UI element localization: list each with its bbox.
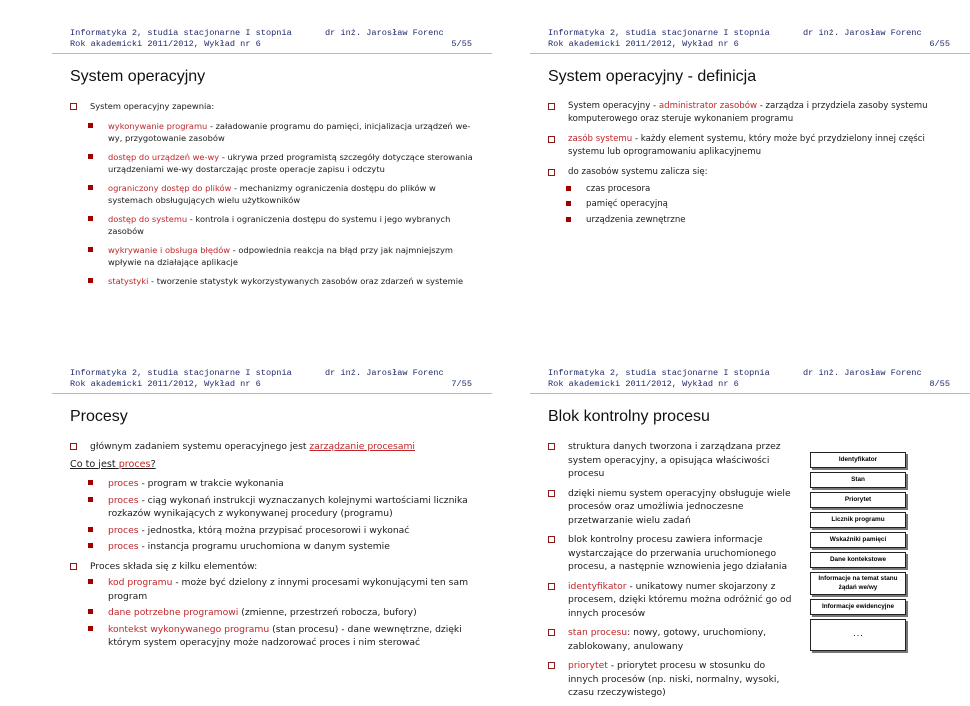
term: zasób systemu [568, 134, 633, 144]
bullet-item [548, 440, 798, 481]
sub-bullet-item [88, 524, 480, 538]
bullet-item [548, 100, 958, 125]
slide-header [70, 368, 472, 390]
course-label: Informatyka 2, studia stacjonarne I stopnia [70, 368, 292, 378]
pcb-field-priority: Priorytet [810, 492, 906, 508]
hollow-square-bullet-icon [548, 490, 555, 497]
bullet-text: - zarządza i przydziela zasoby systemu komputerowego oraz steruje wykonaniem programu [568, 101, 928, 124]
page-number: 6/55 [929, 39, 950, 49]
filled-square-bullet-icon [566, 201, 571, 206]
term-description: - unikatowy numer skojarzony z procesem, dzięki któremu można odróżnić go od innych procesów [568, 580, 792, 619]
bullet-item [548, 166, 958, 179]
sub-bullet-item [88, 494, 480, 521]
year-lecture-label: Rok akademicki 2011/2012, Wykład nr 6 [548, 39, 739, 49]
filled-square-bullet-icon [88, 543, 93, 548]
term: kontekst wykonywanego programu [108, 623, 270, 635]
sub-bullet-item [88, 275, 480, 287]
bullet-item [548, 533, 798, 574]
filled-square-bullet-icon [88, 609, 93, 614]
term-description: (zmienne, przestrzeń robocza, bufory) [238, 607, 417, 618]
process-control-block-diagram [810, 452, 906, 653]
filled-square-bullet-icon [88, 216, 93, 221]
hollow-square-bullet-icon [548, 536, 555, 543]
hollow-square-bullet-icon [70, 103, 77, 110]
author-label: dr inż. Jarosław Forenc [325, 368, 444, 378]
sub-bullet-item [88, 120, 480, 144]
sub-bullet-item [88, 540, 480, 554]
bullet-item [70, 440, 480, 454]
bullet-item [548, 133, 958, 158]
question-mark: ? [150, 458, 156, 470]
slide-title: System operacyjny [70, 68, 206, 85]
resource-label: pamięć operacyjną [586, 199, 668, 209]
term: administrator zasobów [658, 101, 757, 111]
bullet-item [70, 100, 480, 112]
term-description: - kontrola i ograniczenia dostępu do systemu i jego wybranych zasobów [108, 214, 451, 236]
bullet-text: System operacyjny - [568, 101, 659, 111]
pcb-field-ellipsis: . . . [810, 619, 906, 651]
term: proces [108, 541, 139, 552]
slide-header [548, 368, 950, 390]
filled-square-bullet-icon [88, 278, 93, 283]
sub-bullet-item [566, 183, 958, 196]
filled-square-bullet-icon [88, 480, 93, 485]
sub-bullet-item [88, 182, 480, 206]
year-lecture-label: Rok akademicki 2011/2012, Wykład nr 6 [70, 39, 261, 49]
term-description: - ciąg wykonań instrukcji wyznaczanych kolejnymi wartościami licznika rozkazów wynikających z wykonywanej procedury (programu) [108, 494, 468, 519]
bullet-text: do zasobów systemu zalicza się: [568, 167, 708, 177]
hollow-square-bullet-icon [548, 103, 555, 110]
term: statystyki [108, 276, 149, 286]
term-description: - priorytet procesu w stosunku do innych procesów (np. niski, normalny, wysoki, czasu rzeczywistego) [568, 660, 780, 698]
slide-header [70, 28, 472, 50]
bullet-text: Proces składa się z kilku elementów: [90, 560, 258, 572]
term: proces [108, 478, 139, 489]
pcb-field-memory-pointers: Wskaźniki pamięci [810, 532, 906, 548]
hollow-square-bullet-icon [548, 583, 555, 590]
sub-bullet-item [88, 606, 480, 620]
bullet-text: blok kontrolny procesu zawiera informacje wystarczające do przerwania uruchomionego procesu, a następnie wznowienia jego działania [568, 534, 788, 572]
filled-square-bullet-icon [88, 154, 93, 159]
term: proces [118, 458, 151, 470]
year-lecture-label: Rok akademicki 2011/2012, Wykład nr 6 [70, 379, 261, 389]
filled-square-bullet-icon [88, 185, 93, 190]
term: kod programu [108, 577, 173, 588]
pcb-field-context-data: Dane kontekstowe [810, 552, 906, 568]
sub-bullet-item [88, 151, 480, 175]
bullet-text: głównym zadaniem systemu operacyjnego jest [90, 441, 310, 452]
bullet-item [70, 560, 480, 574]
bullet-item [548, 487, 798, 528]
term: dostęp do urządzeń we-wy [108, 152, 220, 162]
year-lecture-label: Rok akademicki 2011/2012, Wykład nr 6 [548, 379, 739, 389]
slide-6 [530, 28, 970, 328]
question-heading [70, 458, 480, 472]
term: proces [108, 524, 139, 536]
hollow-square-bullet-icon [548, 629, 555, 636]
term: zarządzanie procesami [309, 441, 415, 452]
author-label: dr inż. Jarosław Forenc [325, 28, 444, 38]
course-label: Informatyka 2, studia stacjonarne I stopnia [548, 28, 770, 38]
page-number: 7/55 [451, 379, 472, 389]
bullet-item [548, 659, 798, 700]
term: identyfikator [568, 580, 627, 592]
question-text: Co to jest [70, 458, 119, 470]
sub-bullet-item [88, 244, 480, 268]
sub-bullet-item [88, 477, 480, 491]
term-description: - może być dzielony z innymi procesami wykonującymi ten sam program [108, 577, 469, 602]
bullet-text: dzięki niemu system operacyjny obsługuje wiele procesów oraz umożliwia jednoczesne przetwarzanie wielu zadań [568, 487, 791, 526]
term: ograniczony dostęp do plików [108, 183, 232, 193]
bullet-text: - każdy element systemu, który może być przydzielony innej części systemu lub oprogramowaniu aplikacyjnemu [568, 134, 925, 157]
term-description: - tworzenie statystyk wykorzystywanych zasobów oraz zdarzeń w systemie [148, 276, 464, 286]
course-label: Informatyka 2, studia stacjonarne I stopnia [70, 28, 292, 38]
term: proces [108, 494, 139, 506]
term-description: : nowy, gotowy, uruchomiony, zablokowany, anulowany [568, 627, 767, 652]
header-divider [52, 53, 492, 54]
term: wykrywanie i obsługa błędów [108, 245, 231, 255]
filled-square-bullet-icon [566, 186, 571, 191]
hollow-square-bullet-icon [70, 563, 77, 570]
hollow-square-bullet-icon [548, 443, 555, 450]
term-description: - ukrywa przed programistą szczegóły dotyczące sterowania urządzeniami we-wy dostarczając proste operacje zapisu i odczytu [108, 152, 473, 174]
sub-bullet-item [88, 576, 480, 603]
term-description: - instancja programu uruchomiona w danym systemie [138, 541, 390, 552]
hollow-square-bullet-icon [70, 443, 77, 450]
slide-header [548, 28, 950, 50]
author-label: dr inż. Jarosław Forenc [803, 368, 922, 378]
term: priorytet [568, 660, 608, 671]
pcb-field-io-status: Informacje na temat stanu żądań we/wy [810, 572, 906, 595]
term-description: - załadowanie programu do pamięci, inicjalizacja urządzeń we-wy, przygotowanie zasobów [108, 121, 471, 143]
term-description: - odpowiednia reakcja na błąd przy jak najmniejszym wpływie na działające aplikacje [108, 245, 453, 267]
slide-title: Blok kontrolny procesu [548, 408, 710, 425]
slide-body [70, 440, 480, 653]
slide-body [548, 100, 958, 229]
filled-square-bullet-icon [88, 497, 93, 502]
pcb-field-identifier: Identyfikator [810, 452, 906, 468]
filled-square-bullet-icon [88, 626, 93, 631]
pcb-field-program-counter: Licznik programu [810, 512, 906, 528]
filled-square-bullet-icon [88, 247, 93, 252]
course-label: Informatyka 2, studia stacjonarne I stopnia [548, 368, 770, 378]
resource-label: urządzenia zewnętrzne [586, 214, 686, 225]
term-description: (stan procesu) - dane wewnętrzne, dzięki którym system operacyjny może nadzorować proces i nim sterować [108, 623, 462, 648]
slide-7 [52, 368, 492, 668]
slide-title: System operacyjny - definicja [548, 68, 757, 85]
bullet-text: System operacyjny zapewnia: [90, 101, 215, 111]
author-label: dr inż. Jarosław Forenc [803, 28, 922, 38]
bullet-text: struktura danych tworzona i zarządzana przez system operacyjny, a opisująca właściwości procesu [568, 441, 781, 479]
filled-square-bullet-icon [88, 527, 93, 532]
slide-title: Procesy [70, 408, 128, 425]
slide-body [70, 100, 480, 294]
sub-bullet-item [88, 623, 480, 650]
term-description: - mechanizmy ograniczenia dostępu do plików w systemach obsługujących wielu użytkowników [108, 183, 436, 205]
hollow-square-bullet-icon [548, 169, 555, 176]
header-divider [530, 393, 970, 394]
hollow-square-bullet-icon [548, 136, 555, 143]
slide-body [548, 440, 798, 706]
bullet-item [548, 580, 798, 621]
header-divider [530, 53, 970, 54]
term: dane potrzebne programowi [108, 607, 239, 618]
pcb-field-state: Stan [810, 472, 906, 488]
header-divider [52, 393, 492, 394]
bullet-item [548, 626, 798, 653]
term: dostęp do systemu [108, 214, 188, 224]
filled-square-bullet-icon [88, 123, 93, 128]
sub-bullet-item [88, 213, 480, 237]
page-number: 8/55 [929, 379, 950, 389]
filled-square-bullet-icon [566, 217, 571, 222]
term-description: - jednostka, którą można przypisać procesorowi i wykonać [138, 524, 410, 536]
page-number: 5/55 [451, 39, 472, 49]
pcb-field-accounting-info: Informacje ewidencyjne [810, 599, 906, 615]
sub-bullet-item [566, 198, 958, 211]
filled-square-bullet-icon [88, 579, 93, 584]
hollow-square-bullet-icon [548, 662, 555, 669]
term: stan procesu [568, 627, 628, 638]
slide-8 [530, 368, 970, 698]
term: wykonywanie programu [108, 121, 208, 131]
resource-label: czas procesora [586, 183, 651, 194]
sub-bullet-item [566, 214, 958, 227]
slide-5 [52, 28, 492, 328]
term-description: - program w trakcie wykonania [138, 478, 284, 489]
